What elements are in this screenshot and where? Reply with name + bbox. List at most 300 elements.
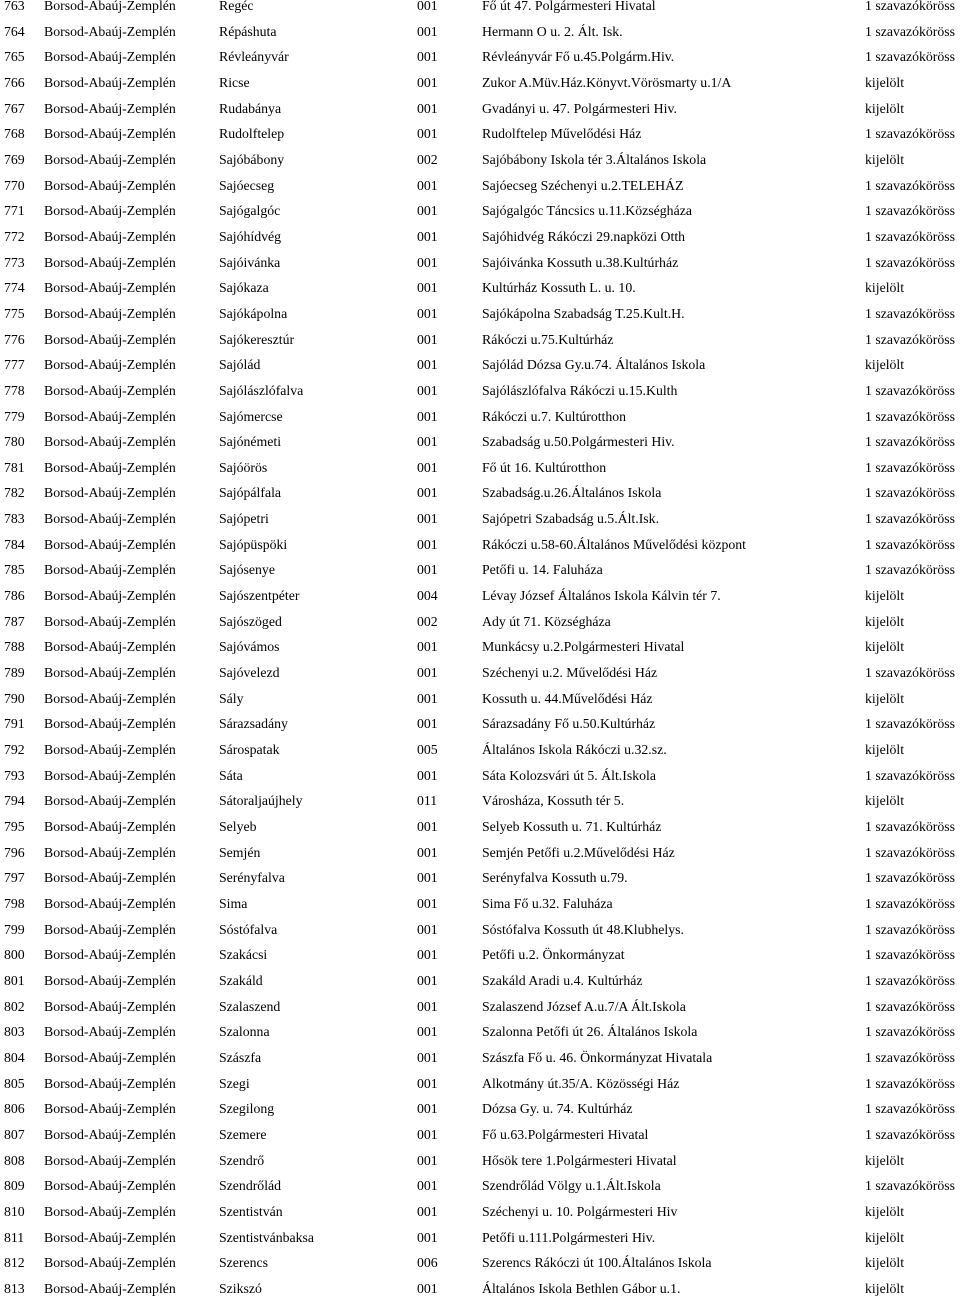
table-row: [0, 583, 960, 609]
address-cell: Selyeb Kossuth u. 71. Kultúrház: [482, 819, 662, 834]
table-row: [0, 224, 960, 250]
table-row: [0, 198, 960, 224]
district-code-cell: 004: [417, 588, 438, 604]
table-row: [0, 301, 960, 327]
table-row: [0, 634, 960, 660]
table-row: [0, 1148, 960, 1174]
district-code-cell: 001: [417, 459, 438, 475]
address-cell: Sajólászlófalva Rákóczi u.15.Kulth: [482, 382, 678, 398]
table-row: [0, 275, 960, 301]
county-cell: Borsod-Abaúj-Zemplén: [44, 23, 176, 39]
town-cell: Semjén: [219, 844, 261, 860]
county-cell: Borsod-Abaúj-Zemplén: [44, 1126, 176, 1142]
county-cell: Borsod-Abaúj-Zemplén: [44, 742, 176, 758]
town-cell: Sajómercse: [219, 408, 283, 424]
district-code-cell: 001: [417, 921, 438, 937]
status-cell: 1 szavazóköröss: [865, 1178, 956, 1194]
table-row: [0, 711, 960, 737]
town-cell: Sajólád: [219, 357, 261, 373]
town-cell: Sajóbábony: [219, 151, 285, 167]
status-cell: kijelölt: [865, 613, 905, 629]
address-cell: Rákóczi u.58-60.Általános Művelődési központ: [482, 536, 747, 552]
address-cell: Munkácsy u.2.Polgármesteri Hivatal: [482, 639, 685, 655]
table-row: [0, 378, 960, 404]
town-cell: Sajókaza: [219, 280, 269, 296]
town-cell: Serényfalva: [219, 870, 285, 886]
town-cell: Sajóhídvég: [219, 228, 282, 244]
table-row: [0, 147, 960, 173]
address-cell: Dózsa Gy. u. 74. Kultúrház: [482, 1101, 633, 1117]
table-row: [0, 0, 960, 19]
town-cell: Ricse: [219, 74, 250, 90]
district-code-cell: 001: [417, 1203, 438, 1219]
table-row: [0, 968, 960, 994]
status-cell: kijelölt: [865, 588, 905, 604]
row-number: 800: [4, 947, 25, 963]
district-code-cell: 001: [417, 511, 438, 527]
row-number: 783: [4, 511, 25, 527]
county-cell: Borsod-Abaúj-Zemplén: [44, 1075, 176, 1091]
status-cell: 1 szavazóköröss: [865, 126, 956, 142]
town-cell: Sajószentpéter: [219, 588, 300, 604]
district-code-cell: 001: [417, 716, 438, 732]
address-cell: Szalaszend József A.u.7/A Ált.Iskola: [482, 998, 686, 1014]
row-number: 779: [4, 408, 25, 424]
status-cell: 1 szavazóköröss: [865, 228, 956, 244]
address-cell: Szendrőlád Völgy u.1.Ált.Iskola: [482, 1178, 661, 1194]
county-cell: Borsod-Abaúj-Zemplén: [44, 331, 176, 347]
status-cell: 1 szavazóköröss: [865, 844, 956, 860]
town-cell: Szentistván: [219, 1203, 283, 1219]
town-cell: Szakácsi: [219, 947, 268, 963]
address-cell: Széchenyi u.2. Művelődési Ház: [482, 665, 658, 681]
address-cell: Sáta Kolozsvári út 5. Ált.Iskola: [482, 767, 656, 783]
address-cell: Sajógalgóc Táncsics u.11.Községháza: [482, 203, 692, 219]
row-number: 768: [4, 126, 25, 142]
county-cell: Borsod-Abaúj-Zemplén: [44, 305, 176, 321]
address-cell: Sajóhidvég Rákóczi 29.napközi Otth: [482, 228, 686, 244]
row-number: 810: [4, 1203, 25, 1219]
county-cell: Borsod-Abaúj-Zemplén: [44, 588, 176, 604]
county-cell: Borsod-Abaúj-Zemplén: [44, 254, 176, 270]
district-code-cell: 001: [417, 305, 438, 321]
district-code-cell: 001: [417, 49, 438, 65]
status-cell: 1 szavazóköröss: [865, 536, 956, 552]
table-row: [0, 532, 960, 558]
county-cell: Borsod-Abaúj-Zemplén: [44, 998, 176, 1014]
district-code-cell: 001: [417, 0, 438, 13]
county-cell: Borsod-Abaúj-Zemplén: [44, 100, 176, 116]
table-row: [0, 404, 960, 430]
table-row: [0, 917, 960, 943]
address-cell: Általános Iskola Bethlen Gábor u.1.: [482, 1280, 681, 1296]
row-number: 807: [4, 1126, 25, 1142]
address-cell: Sajóivánka Kossuth u.38.Kultúrház: [482, 254, 679, 270]
status-cell: 1 szavazóköröss: [865, 998, 956, 1014]
district-code-cell: 001: [417, 485, 438, 501]
row-number: 812: [4, 1255, 25, 1271]
town-cell: Révleányvár: [219, 49, 289, 65]
status-cell: kijelölt: [865, 1280, 905, 1296]
town-cell: Sajópetri: [219, 511, 269, 527]
table-row: [0, 891, 960, 917]
town-cell: Szegi: [219, 1075, 250, 1091]
address-cell: Sajólád Dózsa Gy.u.74. Általános Iskola: [482, 357, 706, 373]
district-code-cell: 001: [417, 998, 438, 1014]
row-number: 766: [4, 74, 25, 90]
table-row: [0, 1250, 960, 1276]
row-number: 769: [4, 151, 25, 167]
row-number: 763: [4, 0, 25, 13]
row-number: 788: [4, 639, 25, 655]
status-cell: kijelölt: [865, 357, 905, 373]
status-cell: 1 szavazóköröss: [865, 254, 956, 270]
address-cell: Általános Iskola Rákóczi u.32.sz.: [482, 742, 667, 758]
town-cell: Szászfa: [219, 1049, 262, 1065]
status-cell: 1 szavazóköröss: [865, 819, 956, 834]
address-cell: Szalonna Petőfi út 26. Általános Iskola: [482, 1024, 698, 1040]
row-number: 774: [4, 280, 25, 296]
row-number: 772: [4, 228, 25, 244]
status-cell: 1 szavazóköröss: [865, 921, 956, 937]
table-row: [0, 609, 960, 635]
county-cell: Borsod-Abaúj-Zemplén: [44, 126, 176, 142]
county-cell: Borsod-Abaúj-Zemplén: [44, 1203, 176, 1219]
county-cell: Borsod-Abaúj-Zemplén: [44, 1024, 176, 1040]
table-row: [0, 1276, 960, 1301]
address-cell: Szabadság u.50.Polgármesteri Hiv.: [482, 434, 675, 450]
status-cell: 1 szavazóköröss: [865, 511, 956, 527]
table-row: [0, 814, 960, 840]
address-cell: Hermann O u. 2. Ált. Isk.: [482, 23, 623, 39]
table-row: [0, 455, 960, 481]
district-code-cell: 001: [417, 1178, 438, 1194]
address-cell: Sajókápolna Szabadság T.25.Kult.H.: [482, 305, 685, 321]
row-number: 794: [4, 793, 25, 809]
county-cell: Borsod-Abaúj-Zemplén: [44, 357, 176, 373]
table-row: [0, 737, 960, 763]
table-row: [0, 660, 960, 686]
table-row: [0, 480, 960, 506]
table-row: [0, 96, 960, 122]
table-row: [0, 173, 960, 199]
district-code-cell: 001: [417, 665, 438, 681]
district-code-cell: 002: [417, 151, 438, 167]
county-cell: Borsod-Abaúj-Zemplén: [44, 870, 176, 886]
status-cell: kijelölt: [865, 100, 905, 116]
row-number: 790: [4, 690, 25, 706]
row-number: 791: [4, 716, 25, 732]
county-cell: Borsod-Abaúj-Zemplén: [44, 1280, 176, 1296]
status-cell: 1 szavazóköröss: [865, 203, 956, 219]
table-row: [0, 352, 960, 378]
row-number: 764: [4, 23, 25, 39]
table-row: [0, 865, 960, 891]
town-cell: Sóstófalva: [219, 921, 278, 937]
status-cell: 1 szavazóköröss: [865, 947, 956, 963]
town-cell: Sajónémeti: [219, 434, 282, 450]
row-number: 808: [4, 1152, 25, 1168]
district-code-cell: 001: [417, 870, 438, 886]
row-number: 781: [4, 459, 25, 475]
table-row: [0, 1071, 960, 1097]
status-cell: kijelölt: [865, 1152, 905, 1168]
district-code-cell: 001: [417, 177, 438, 193]
district-code-cell: 001: [417, 1126, 438, 1142]
address-cell: Sima Fő u.32. Faluháza: [482, 895, 613, 911]
town-cell: Sajólászlófalva: [219, 382, 304, 398]
district-code-cell: 001: [417, 536, 438, 552]
address-cell: Szerencs Rákóczi út 100.Általános Iskola: [482, 1255, 712, 1271]
address-cell: Sárazsadány Fő u.50.Kultúrház: [482, 716, 656, 732]
county-cell: Borsod-Abaúj-Zemplén: [44, 690, 176, 706]
county-cell: Borsod-Abaúj-Zemplén: [44, 0, 176, 13]
district-code-cell: 001: [417, 767, 438, 783]
county-cell: Borsod-Abaúj-Zemplén: [44, 921, 176, 937]
status-cell: kijelölt: [865, 690, 905, 706]
district-code-cell: 001: [417, 819, 438, 834]
address-cell: Rákóczi u.7. Kultúrotthon: [482, 408, 627, 424]
table-row: [0, 250, 960, 276]
town-cell: Sajóvámos: [219, 639, 280, 655]
town-cell: Selyeb: [219, 819, 257, 834]
status-cell: kijelölt: [865, 742, 905, 758]
status-cell: 1 szavazóköröss: [865, 0, 956, 13]
district-code-cell: 001: [417, 203, 438, 219]
address-cell: Városháza, Kossuth tér 5.: [482, 793, 625, 809]
row-number: 776: [4, 331, 25, 347]
row-number: 806: [4, 1101, 25, 1117]
town-cell: Rudabánya: [219, 100, 282, 116]
row-number: 797: [4, 870, 25, 886]
status-cell: 1 szavazóköröss: [865, 459, 956, 475]
address-cell: Semjén Petőfi u.2.Művelődési Ház: [482, 844, 675, 860]
town-cell: Sajópálfala: [219, 485, 282, 501]
town-cell: Sárospatak: [219, 742, 280, 758]
row-number: 805: [4, 1075, 25, 1091]
status-cell: 1 szavazóköröss: [865, 716, 956, 732]
district-code-cell: 001: [417, 280, 438, 296]
status-cell: 1 szavazóköröss: [865, 305, 956, 321]
county-cell: Borsod-Abaúj-Zemplén: [44, 203, 176, 219]
county-cell: Borsod-Abaúj-Zemplén: [44, 74, 176, 90]
county-cell: Borsod-Abaúj-Zemplén: [44, 408, 176, 424]
row-number: 804: [4, 1049, 25, 1065]
county-cell: Borsod-Abaúj-Zemplén: [44, 895, 176, 911]
county-cell: Borsod-Abaúj-Zemplén: [44, 562, 176, 578]
address-cell: Szászfa Fő u. 46. Önkormányzat Hivatala: [482, 1049, 713, 1065]
county-cell: Borsod-Abaúj-Zemplén: [44, 459, 176, 475]
address-cell: Petőfi u.111.Polgármesteri Hiv.: [482, 1229, 656, 1245]
status-cell: kijelölt: [865, 151, 905, 167]
row-number: 770: [4, 177, 25, 193]
district-code-cell: 001: [417, 74, 438, 90]
row-number: 782: [4, 485, 25, 501]
district-code-cell: 005: [417, 742, 438, 758]
row-number: 787: [4, 613, 25, 629]
table-row: [0, 1199, 960, 1225]
table-row: [0, 788, 960, 814]
status-cell: 1 szavazóköröss: [865, 331, 956, 347]
county-cell: Borsod-Abaúj-Zemplén: [44, 947, 176, 963]
row-number: 811: [4, 1229, 25, 1245]
address-cell: Sajóbábony Iskola tér 3.Általános Iskola: [482, 151, 707, 167]
address-cell: Kultúrház Kossuth L. u. 10.: [482, 280, 636, 296]
district-code-cell: 001: [417, 126, 438, 142]
county-cell: Borsod-Abaúj-Zemplén: [44, 151, 176, 167]
address-cell: Ady út 71. Községháza: [482, 613, 611, 629]
row-number: 809: [4, 1178, 25, 1194]
town-cell: Sajósenye: [219, 562, 275, 578]
county-cell: Borsod-Abaúj-Zemplén: [44, 716, 176, 732]
row-number: 777: [4, 357, 25, 373]
county-cell: Borsod-Abaúj-Zemplén: [44, 1229, 176, 1245]
table-row: [0, 994, 960, 1020]
address-cell: Szabadság.u.26.Általános Iskola: [482, 485, 662, 501]
status-cell: 1 szavazóköröss: [865, 1049, 956, 1065]
table-row: [0, 942, 960, 968]
address-cell: Kossuth u. 44.Művelődési Ház: [482, 690, 653, 706]
address-cell: Serényfalva Kossuth u.79.: [482, 870, 628, 886]
row-number: 793: [4, 767, 25, 783]
county-cell: Borsod-Abaúj-Zemplén: [44, 639, 176, 655]
county-cell: Borsod-Abaúj-Zemplén: [44, 1255, 176, 1271]
row-number: 786: [4, 588, 25, 604]
town-cell: Regéc: [219, 0, 254, 13]
county-cell: Borsod-Abaúj-Zemplén: [44, 49, 176, 65]
town-cell: Szendrő: [219, 1152, 265, 1168]
town-cell: Sajószöged: [219, 613, 282, 629]
status-cell: 1 szavazóköröss: [865, 767, 956, 783]
row-number: 767: [4, 100, 25, 116]
town-cell: Szemere: [219, 1126, 267, 1142]
status-cell: 1 szavazóköröss: [865, 972, 956, 988]
row-number: 773: [4, 254, 25, 270]
address-cell: Petőfi u.2. Önkormányzat: [482, 947, 625, 963]
address-cell: Zukor A.Müv.Ház.Könyvt.Vörösmarty u.1/A: [482, 74, 732, 90]
table-row: [0, 506, 960, 532]
row-number: 771: [4, 203, 25, 219]
status-cell: kijelölt: [865, 793, 905, 809]
row-number: 789: [4, 665, 25, 681]
town-cell: Sály: [219, 690, 244, 706]
town-cell: Szakáld: [219, 972, 263, 988]
town-cell: Sátoraljaújhely: [219, 793, 303, 809]
status-cell: 1 szavazóköröss: [865, 665, 956, 681]
district-code-cell: 001: [417, 434, 438, 450]
district-code-cell: 001: [417, 639, 438, 655]
district-code-cell: 011: [417, 793, 438, 809]
town-cell: Szalonna: [219, 1024, 270, 1040]
status-cell: 1 szavazóköröss: [865, 1024, 956, 1040]
status-cell: 1 szavazóköröss: [865, 1126, 956, 1142]
town-cell: Sajópüspöki: [219, 536, 288, 552]
town-cell: Sajógalgóc: [219, 203, 281, 219]
town-cell: Sajóecseg: [219, 177, 275, 193]
table-row: [0, 1225, 960, 1251]
status-cell: kijelölt: [865, 639, 905, 655]
town-cell: Sajóivánka: [219, 254, 281, 270]
district-code-cell: 001: [417, 23, 438, 39]
table-row: [0, 44, 960, 70]
status-cell: kijelölt: [865, 74, 905, 90]
district-code-cell: 001: [417, 1280, 438, 1296]
district-code-cell: 001: [417, 408, 438, 424]
status-cell: 1 szavazóköröss: [865, 870, 956, 886]
county-cell: Borsod-Abaúj-Zemplén: [44, 177, 176, 193]
row-number: 785: [4, 562, 25, 578]
town-cell: Szendrőlád: [219, 1178, 282, 1194]
status-cell: 1 szavazóköröss: [865, 49, 956, 65]
county-cell: Borsod-Abaúj-Zemplén: [44, 767, 176, 783]
district-code-cell: 001: [417, 690, 438, 706]
county-cell: Borsod-Abaúj-Zemplén: [44, 382, 176, 398]
address-cell: Széchenyi u. 10. Polgármesteri Hiv: [482, 1203, 678, 1219]
table-row: [0, 70, 960, 96]
town-cell: Szalaszend: [219, 998, 281, 1014]
address-cell: Sajóecseg Széchenyi u.2.TELEHÁZ: [482, 177, 684, 193]
row-number: 796: [4, 844, 25, 860]
district-code-cell: 001: [417, 562, 438, 578]
status-cell: 1 szavazóköröss: [865, 434, 956, 450]
row-number: 802: [4, 998, 25, 1014]
table-row: [0, 1045, 960, 1071]
district-code-cell: 001: [417, 1229, 438, 1245]
row-number: 799: [4, 921, 25, 937]
row-number: 780: [4, 434, 25, 450]
town-cell: Sima: [219, 895, 248, 911]
table-row: [0, 1173, 960, 1199]
address-cell: Lévay József Általános Iskola Kálvin tér 7.: [482, 588, 721, 604]
county-cell: Borsod-Abaúj-Zemplén: [44, 613, 176, 629]
address-cell: Fő út 16. Kultúrotthon: [482, 459, 607, 475]
status-cell: 1 szavazóköröss: [865, 177, 956, 193]
district-code-cell: 001: [417, 844, 438, 860]
address-cell: Szakáld Aradi u.4. Kultúrház: [482, 972, 643, 988]
status-cell: 1 szavazóköröss: [865, 895, 956, 911]
district-code-cell: 006: [417, 1255, 438, 1271]
row-number: 801: [4, 972, 25, 988]
town-cell: Sajókeresztúr: [219, 331, 295, 347]
table-row: [0, 1019, 960, 1045]
district-code-cell: 001: [417, 1024, 438, 1040]
district-code-cell: 001: [417, 331, 438, 347]
address-cell: Rudolftelep Művelődési Ház: [482, 126, 642, 142]
county-cell: Borsod-Abaúj-Zemplén: [44, 536, 176, 552]
row-number: 765: [4, 49, 25, 65]
address-cell: Rákóczi u.75.Kultúrház: [482, 331, 614, 347]
county-cell: Borsod-Abaúj-Zemplén: [44, 434, 176, 450]
address-cell: Révleányvár Fő u.45.Polgárm.Hiv.: [482, 49, 675, 65]
county-cell: Borsod-Abaúj-Zemplén: [44, 844, 176, 860]
district-code-cell: 001: [417, 1101, 438, 1117]
county-cell: Borsod-Abaúj-Zemplén: [44, 1178, 176, 1194]
county-cell: Borsod-Abaúj-Zemplén: [44, 793, 176, 809]
county-cell: Borsod-Abaúj-Zemplén: [44, 1049, 176, 1065]
address-cell: Fő út 47. Polgármesteri Hivatal: [482, 0, 656, 13]
town-cell: Sajóvelezd: [219, 665, 280, 681]
status-cell: 1 szavazóköröss: [865, 1101, 956, 1117]
district-code-cell: 001: [417, 100, 438, 116]
row-number: 795: [4, 819, 25, 834]
status-cell: 1 szavazóköröss: [865, 485, 956, 501]
status-cell: kijelölt: [865, 1255, 905, 1271]
town-cell: Szikszó: [219, 1280, 262, 1296]
town-cell: Sáta: [219, 767, 243, 783]
row-number: 775: [4, 305, 25, 321]
county-cell: Borsod-Abaúj-Zemplén: [44, 665, 176, 681]
table-row: [0, 429, 960, 455]
